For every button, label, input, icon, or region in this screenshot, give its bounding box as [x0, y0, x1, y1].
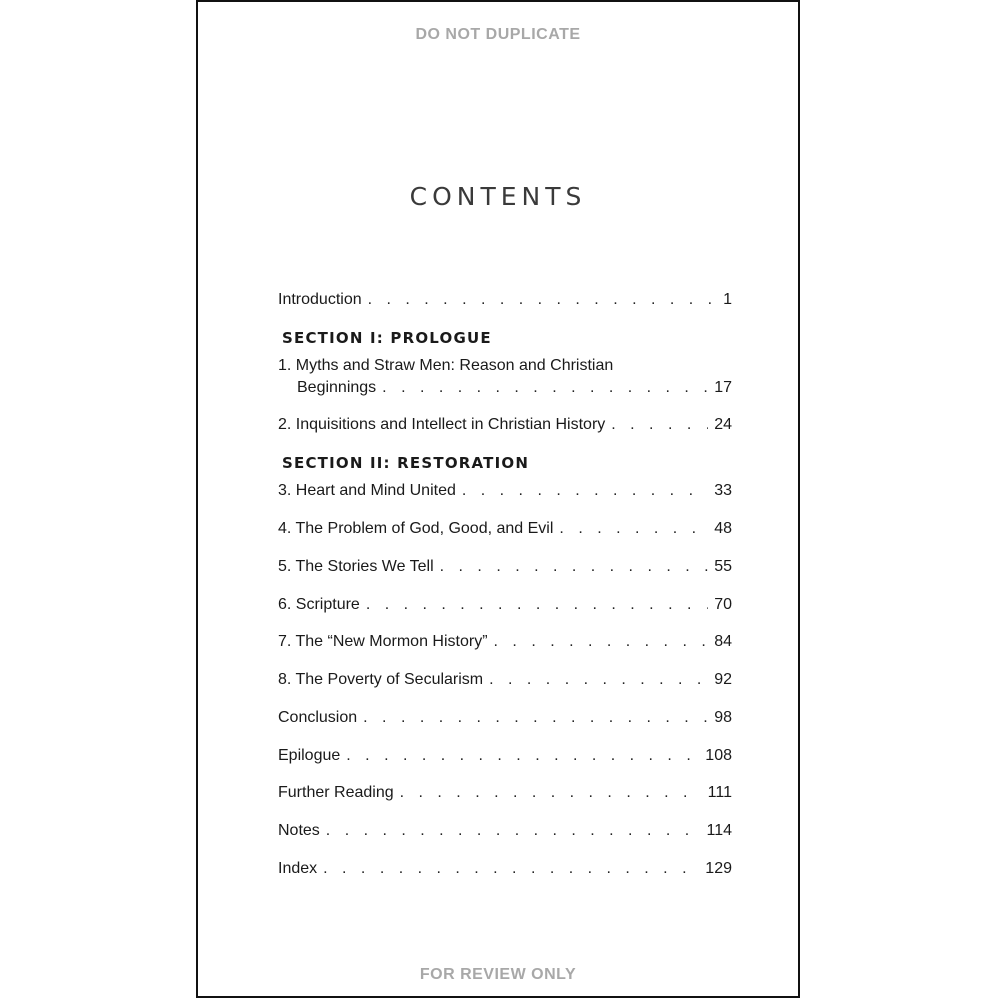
dot-leader — [494, 631, 709, 653]
toc-entry-label: Epilogue — [278, 747, 341, 764]
dot-leader — [559, 518, 708, 540]
toc-page-number: 98 — [714, 709, 732, 726]
toc-entry-label: Introduction — [278, 291, 362, 308]
toc-entry-label: 4. The Problem of God, Good, and Evil — [278, 520, 554, 537]
dot-leader — [326, 820, 701, 842]
dot-leader — [346, 745, 699, 767]
toc-entry-conclusion[interactable] — [278, 707, 732, 729]
toc-page-number: 70 — [714, 596, 732, 613]
section-heading-prologue: SECTION I: PROLOGUE — [282, 329, 492, 347]
toc-entry-introduction[interactable] — [278, 289, 732, 311]
watermark-top: DO NOT DUPLICATE — [415, 26, 581, 43]
toc-entry-chapter-2[interactable] — [278, 414, 732, 436]
toc-entry-label: Index — [278, 860, 318, 877]
dot-leader — [462, 480, 708, 502]
toc-page-number: 24 — [714, 416, 732, 433]
toc-page-number: 84 — [714, 633, 732, 650]
toc-page-number: 92 — [714, 671, 732, 688]
toc-entry-chapter-4[interactable] — [278, 518, 732, 540]
dot-leader — [400, 782, 702, 804]
toc-entry-epilogue[interactable] — [278, 745, 732, 767]
toc-entry-chapter-8[interactable] — [278, 669, 732, 691]
toc-entry-index[interactable] — [278, 858, 732, 880]
toc-entry-chapter-1[interactable] — [278, 355, 732, 399]
toc-entry-notes[interactable] — [278, 820, 732, 842]
toc-page-number: 55 — [714, 558, 732, 575]
toc-entry-label: 6. Scripture — [278, 596, 360, 613]
dot-leader — [363, 707, 708, 729]
dot-leader — [611, 414, 708, 436]
dot-leader — [489, 669, 708, 691]
toc-entry-label-continued: Beginnings — [297, 379, 377, 396]
dot-leader — [368, 289, 717, 311]
toc-page-number: 33 — [714, 482, 732, 499]
toc-page-number: 111 — [707, 784, 732, 801]
page-title: CONTENTS — [409, 182, 587, 211]
toc-entry-label: Notes — [278, 822, 320, 839]
toc-page-number: 129 — [705, 860, 732, 877]
dot-leader — [382, 377, 708, 399]
watermark-bottom: FOR REVIEW ONLY — [419, 966, 577, 983]
dot-leader — [323, 858, 699, 880]
toc-entry-chapter-5[interactable] — [278, 556, 732, 578]
toc-page-number: 48 — [714, 520, 732, 537]
toc-entry-chapter-7[interactable] — [278, 631, 732, 653]
toc-entry-chapter-6[interactable] — [278, 594, 732, 616]
toc-entry-label: 8. The Poverty of Secularism — [278, 671, 484, 688]
toc-entry-label: 7. The “New Mormon History” — [278, 633, 488, 650]
toc-page-number: 17 — [714, 379, 732, 396]
toc-entry-chapter-3[interactable] — [278, 480, 732, 502]
toc-entry-label: 2. Inquisitions and Intellect in Christian History — [278, 416, 606, 433]
toc-entry-label: Conclusion — [278, 709, 358, 726]
dot-leader — [440, 556, 709, 578]
section-heading-restoration: SECTION II: RESTORATION — [282, 454, 530, 472]
toc-page-number: 108 — [705, 747, 732, 764]
toc-entry-label: 1. Myths and Straw Men: Reason and Christian — [278, 357, 614, 374]
toc-page-number: 1 — [723, 291, 732, 308]
toc-entry-label: 5. The Stories We Tell — [278, 558, 434, 575]
toc-page-number: 114 — [706, 822, 732, 839]
toc-entry-label: Further Reading — [278, 784, 394, 801]
dot-leader — [366, 594, 708, 616]
toc-entry-further-reading[interactable] — [278, 782, 732, 804]
toc-entry-label: 3. Heart and Mind United — [278, 482, 456, 499]
book-page — [196, 0, 800, 998]
